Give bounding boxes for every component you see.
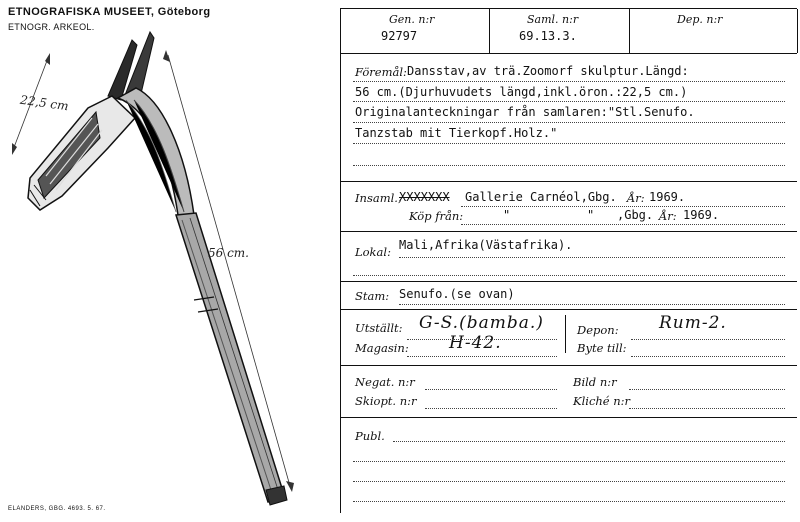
dotted-line <box>631 339 785 340</box>
dotted-line <box>631 356 785 357</box>
dotted-line <box>425 389 557 390</box>
dotted-line <box>461 224 785 225</box>
dotted-line <box>461 206 785 207</box>
dotted-line <box>353 461 785 462</box>
insaml-rule <box>341 231 797 232</box>
head-length-label: 22,5 cm <box>19 92 70 114</box>
header-rule <box>341 53 797 54</box>
printer-mark: ELANDERS, GBG. 4693. 5. 67. <box>8 506 106 512</box>
utstallt-rule <box>341 365 797 366</box>
insaml-year: 1969. <box>649 190 686 204</box>
dotted-line <box>393 441 785 442</box>
insaml-value: Gallerie Carnéol,Gbg. <box>465 190 617 204</box>
dotted-line <box>353 101 785 102</box>
saml-value: 69.13.3. <box>519 29 577 43</box>
insaml-label: Insaml., <box>355 191 402 205</box>
dotted-line <box>407 356 557 357</box>
magasin-value: H-42. <box>449 333 502 353</box>
dotted-line <box>353 481 785 482</box>
total-length-arrow-bottom <box>286 481 294 492</box>
kop-year-label: År: <box>659 209 677 223</box>
dotted-line <box>425 408 557 409</box>
negat-label: Negat. n:r <box>355 375 415 389</box>
dance-staff-drawing <box>0 0 335 522</box>
dotted-line <box>353 275 785 276</box>
dotted-line <box>353 165 785 166</box>
gen-value: 92797 <box>381 29 418 43</box>
dotted-line <box>399 304 785 305</box>
foremal-line-3: Originalanteckningar från samlaren:"Stl.Senufo. <box>355 105 695 119</box>
magasin-label: Magasin: <box>355 341 409 355</box>
cliche-label: Kliché n:r <box>573 394 631 408</box>
bild-label: Bild n:r <box>573 375 617 389</box>
lokal-label: Lokal: <box>355 245 391 259</box>
saml-box <box>489 9 630 53</box>
total-length-arrow <box>168 55 290 486</box>
publ-label: Publ. <box>355 429 385 443</box>
total-length-arrow-top <box>163 50 170 62</box>
insaml-struck: XXXXXXX <box>399 190 450 204</box>
dotted-line <box>353 122 785 123</box>
insaml-year-label: År: <box>627 191 645 205</box>
kop-ditto-1: " <box>503 208 511 222</box>
foremal-rule <box>341 181 797 182</box>
skiopt-label: Skiopt. n:r <box>355 394 417 408</box>
dotted-line <box>629 389 785 390</box>
foremal-label: Föremål: <box>355 65 407 79</box>
stam-label: Stam: <box>355 289 390 303</box>
gen-label: Gen. n:r <box>389 13 435 26</box>
kop-ditto-2: " <box>587 208 595 222</box>
depon-value: Rum-2. <box>659 313 727 333</box>
gen-box <box>341 9 490 53</box>
dotted-line <box>629 408 785 409</box>
museum-name: ETNOGRAFISKA MUSEET, Göteborg <box>8 6 211 18</box>
dotted-line <box>407 339 557 340</box>
dotted-line <box>399 257 785 258</box>
total-length-label: 56 cm. <box>208 246 249 260</box>
utstallt-label: Utställt: <box>355 321 403 335</box>
lokal-value: Mali,Afrika(Västafrika). <box>399 238 573 252</box>
dep-box <box>629 9 798 53</box>
negat-rule <box>341 417 797 418</box>
record-form <box>340 8 797 513</box>
stam-value: Senufo.(se ovan) <box>399 287 515 301</box>
kop-place: ,Gbg. <box>617 208 654 222</box>
dotted-line <box>353 81 785 82</box>
dep-label: Dep. n:r <box>677 13 723 26</box>
foremal-line-1: Dansstav,av trä.Zoomorf skulptur.Längd: <box>407 64 689 78</box>
saml-label: Saml. n:r <box>527 13 579 26</box>
stam-rule <box>341 309 797 310</box>
utstallt-value: G-S.(bamba.) <box>419 313 544 333</box>
head-length-arrow-bottom <box>12 143 17 155</box>
kop-label: Köp från: <box>409 209 464 223</box>
dotted-line <box>353 501 785 502</box>
utstallt-divider <box>565 315 566 353</box>
dotted-line <box>353 143 785 144</box>
lokal-rule <box>341 281 797 282</box>
depon-label: Depon: <box>577 323 619 337</box>
museum-department: ETNOGR. ARKEOL. <box>8 22 95 32</box>
foremal-line-4: Tanzstab mit Tierkopf.Holz." <box>355 126 558 140</box>
foremal-line-2: 56 cm.(Djurhuvudets längd,inkl.öron.:22,5 cm.) <box>355 85 688 99</box>
byte-label: Byte till: <box>577 341 627 355</box>
kop-year: 1969. <box>683 208 720 222</box>
